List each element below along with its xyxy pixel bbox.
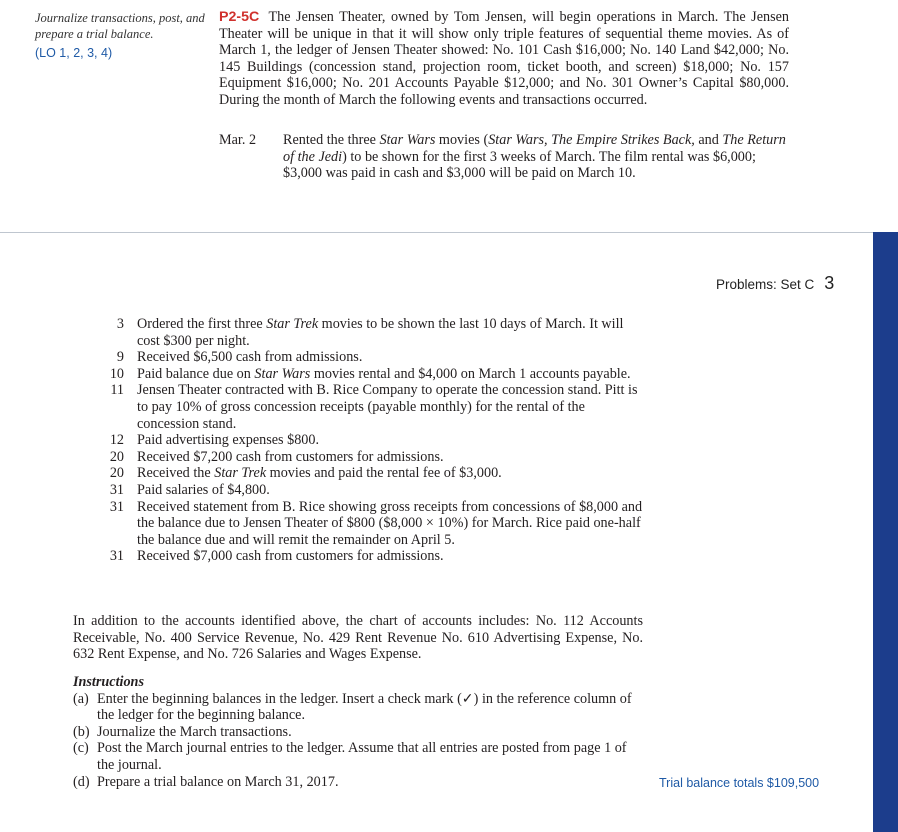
text-run: Ordered the first three [137,316,267,332]
transaction-text [137,465,645,482]
transaction-day: 9 [116,349,124,366]
text-run: Received statement from B. Rice showing gross receipts from concessions of $8,000 and the balance due to Jensen Theater of $800 ($8,000 × 10%) for March. Rice paid one-half the balance due and will remit the remainder on April 5. [137,498,643,548]
list-item [100,366,645,383]
problem-intro [219,9,789,109]
section-label: Problems: Set C [716,277,815,292]
instruction-text: Journalize the March transactions. [97,723,292,740]
movie-title: Star Trek [214,465,267,482]
text-run: Received $7,200 cash from customers for admissions. [137,448,444,465]
transaction-text [137,499,645,549]
transaction-day: 20 [109,465,124,482]
transaction-text [137,548,645,565]
text-run: movies to be shown the last 10 days of March. It will cost $300 per night. [137,316,624,349]
transaction-text [137,349,645,366]
page-edge-bar [873,232,898,832]
movie-title: Star Wars [379,132,436,148]
problem-number: P2-5C [219,9,260,25]
transaction-day: 10 [109,365,124,382]
transaction-day: 20 [109,448,124,465]
transaction-text [137,382,645,432]
movie-title: The Return of the Jedi [283,132,786,165]
text-run: movies and paid the rental fee of $3,000. [266,465,502,482]
instruction-item [73,691,643,724]
text-run: Jensen Theater contracted with B. Rice Company to operate the concession stand. Pitt is to pay 10% of gross concession receipts (payable monthly) for the rental of the concession stand. [137,382,638,432]
text-run: movies ( [435,132,489,148]
problem-intro-text: The Jensen Theater, owned by Tom Jensen, will begin operations in March. The Jensen Theater will be unique in that it will show only triple features of sequential theme movies. As of March 1, the ledger of Jensen Theater showed: No. 101 Cash $16,000; No. 140 Land $42,000; No. 145 Buildings (concession stand, projection room, ticket booth, and screen) $18,000; No. 157 Equipment $16,000; No. 201 Accounts Payable $12,000; and No. 301 Owner’s Capital $80,000. During the month of March the following events and transactions occurred. [219,9,789,108]
movie-title: Star Wars, The Empire Strikes Back, [488,132,695,148]
instruction-item [73,724,643,741]
movie-title: Star Wars [254,365,311,382]
learning-objective-note [35,10,210,61]
instruction-text: Enter the beginning balances in the ledger. Insert a check mark (✓) in the reference column of the ledger for the beginning balance. [97,690,632,724]
instruction-label: (a) [73,690,89,707]
text-run: Paid balance due on [137,365,255,382]
transaction-day: 31 [109,481,124,498]
instructions-heading: Instructions [73,674,144,690]
text-run: Rented the three [283,132,380,148]
page-header [716,273,834,294]
instruction-label: (c) [73,740,89,757]
list-item [100,316,645,349]
list-item [100,382,645,432]
transaction-day: 12 [109,432,124,449]
text-run: Received $6,500 cash from admissions. [137,349,363,366]
objective-text: Journalize transactions, post, and prepare a trial balance. [35,11,205,41]
instruction-item [73,774,643,791]
transaction-day: 31 [109,548,124,565]
transaction-day: 31 [109,498,124,515]
transaction-text [137,482,645,499]
text-run: Received the [137,465,215,482]
transaction-mar-2 [219,132,789,182]
list-item [100,482,645,499]
page-divider [0,232,873,233]
chart-of-accounts-note: In addition to the accounts identified above, the chart of accounts includes: No. 112 Accounts Receivable, No. 400 Service Revenue, No. 429 Rent Revenue No. 610 Advertising Expense, No. 632 Rent Expense, and No. 726 Salaries and Wages Expense. [73,613,643,663]
learning-objective-codes: (LO 1, 2, 3, 4) [35,46,113,60]
transaction-text [137,366,645,383]
instruction-item [73,740,643,773]
transaction-text [137,316,645,349]
transaction-day: 3 [116,316,124,332]
page-number: 3 [824,273,835,293]
text-run: Paid salaries of $4,800. [137,481,270,498]
transaction-date: Mar. 2 [219,132,257,148]
list-item [100,499,645,549]
check-figure: Trial balance totals $109,500 [659,776,820,790]
text-run: Paid advertising expenses $800. [137,432,320,449]
movie-title: Star Trek [266,316,319,332]
list-item [100,548,645,565]
transactions-list [100,316,645,565]
text-run: movies rental and $4,000 on March 1 accounts payable. [310,365,631,382]
text-run: Received $7,000 cash from customers for admissions. [137,548,444,565]
instruction-label: (b) [73,723,90,740]
transaction-text [283,132,789,182]
transaction-text [137,449,645,466]
list-item [100,449,645,466]
transaction-day: 11 [110,382,124,399]
instructions [73,674,643,790]
text-run: ) to be shown for the first 3 weeks of March. The film rental was $6,000; $3,000 was paid in cash and $3,000 will be paid on March 10. [283,148,756,182]
instruction-label: (d) [73,773,90,790]
list-item [100,432,645,449]
list-item [100,349,645,366]
transaction-text [137,432,645,449]
list-item [100,465,645,482]
instruction-text: Post the March journal entries to the ledger. Assume that all entries are posted from page 1 of the journal. [97,740,627,773]
text-run: and [694,132,723,148]
instruction-text: Prepare a trial balance on March 31, 2017. [97,773,339,790]
